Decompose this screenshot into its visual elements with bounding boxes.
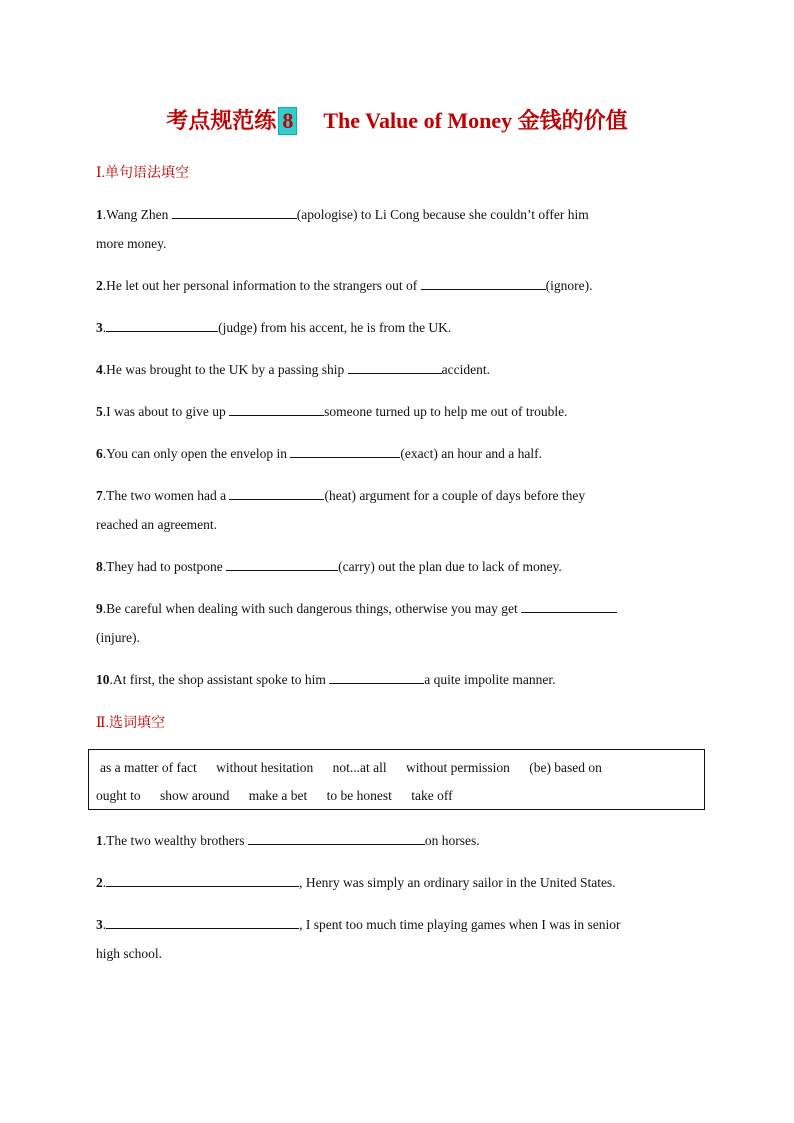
word-bank-item: without hesitation: [216, 760, 314, 775]
answer-blank[interactable]: [521, 598, 617, 613]
question-1-3: 3. (judge) from his accent, he is from the UK.: [96, 313, 706, 342]
word-bank-item: make a bet: [248, 788, 308, 803]
question-1-10: 10.At first, the shop assistant spoke to him a quite impolite manner.: [96, 665, 706, 694]
answer-blank[interactable]: [106, 914, 299, 929]
page-title: [0, 104, 794, 135]
answer-blank[interactable]: [421, 275, 546, 290]
word-bank-item: not...at all: [332, 760, 387, 775]
question-2-1: 1.The two wealthy brothers on horses.: [96, 826, 706, 855]
question-1-6: 6.You can only open the envelop in (exact) an hour and a half.: [96, 439, 706, 468]
answer-blank[interactable]: [106, 317, 218, 332]
section-heading-2: Ⅱ.选词填空: [96, 716, 166, 731]
question-1-2: 2.He let out her personal information to the strangers out of (ignore).: [96, 271, 706, 300]
word-bank-item: show around: [160, 788, 230, 803]
question-1-8: 8.They had to postpone (carry) out the plan due to lack of money.: [96, 552, 706, 581]
word-bank-row-2: [96, 788, 469, 804]
question-1-7: 7.The two women had a (heat) argument for a couple of days before they reached an agreement.: [96, 481, 706, 539]
answer-blank[interactable]: [172, 204, 297, 219]
answer-blank[interactable]: [290, 443, 400, 458]
answer-blank[interactable]: [229, 485, 324, 500]
question-1-5: 5.I was about to give up someone turned up to help me out of trouble.: [96, 397, 706, 426]
title-chinese: 金钱的价值: [517, 108, 628, 133]
word-bank-item: (be) based on: [529, 760, 602, 775]
word-bank-item: as a matter of fact: [100, 760, 197, 775]
word-bank-box: [88, 749, 705, 810]
word-bank-row-1: [100, 760, 618, 776]
word-bank-item: ought to: [96, 788, 141, 803]
word-bank-item: without permission: [405, 760, 510, 775]
answer-blank[interactable]: [329, 669, 424, 684]
word-bank-item: take off: [411, 788, 453, 803]
question-1-4: 4.He was brought to the UK by a passing ship accident.: [96, 355, 706, 384]
question-2-3: 3. , I spent too much time playing games when I was in senior high school.: [96, 910, 706, 968]
question-1-1: 1.Wang Zhen (apologise) to Li Cong because she couldn’t offer him more money.: [96, 200, 706, 258]
title-english: The Value of Money: [323, 108, 513, 133]
question-2-2: 2. , Henry was simply an ordinary sailor in the United States.: [96, 868, 706, 897]
answer-blank[interactable]: [348, 359, 442, 374]
answer-blank[interactable]: [248, 830, 425, 845]
answer-blank[interactable]: [106, 872, 299, 887]
section-heading-1: Ⅰ.单句语法填空: [96, 166, 190, 181]
answer-blank[interactable]: [226, 556, 338, 571]
title-prefix: 考点规范练: [166, 108, 277, 133]
word-bank-item: to be honest: [326, 788, 392, 803]
title-number-badge: 8: [278, 107, 297, 135]
question-1-9: 9.Be careful when dealing with such dangerous things, otherwise you may get (injure).: [96, 594, 706, 652]
answer-blank[interactable]: [229, 401, 324, 416]
